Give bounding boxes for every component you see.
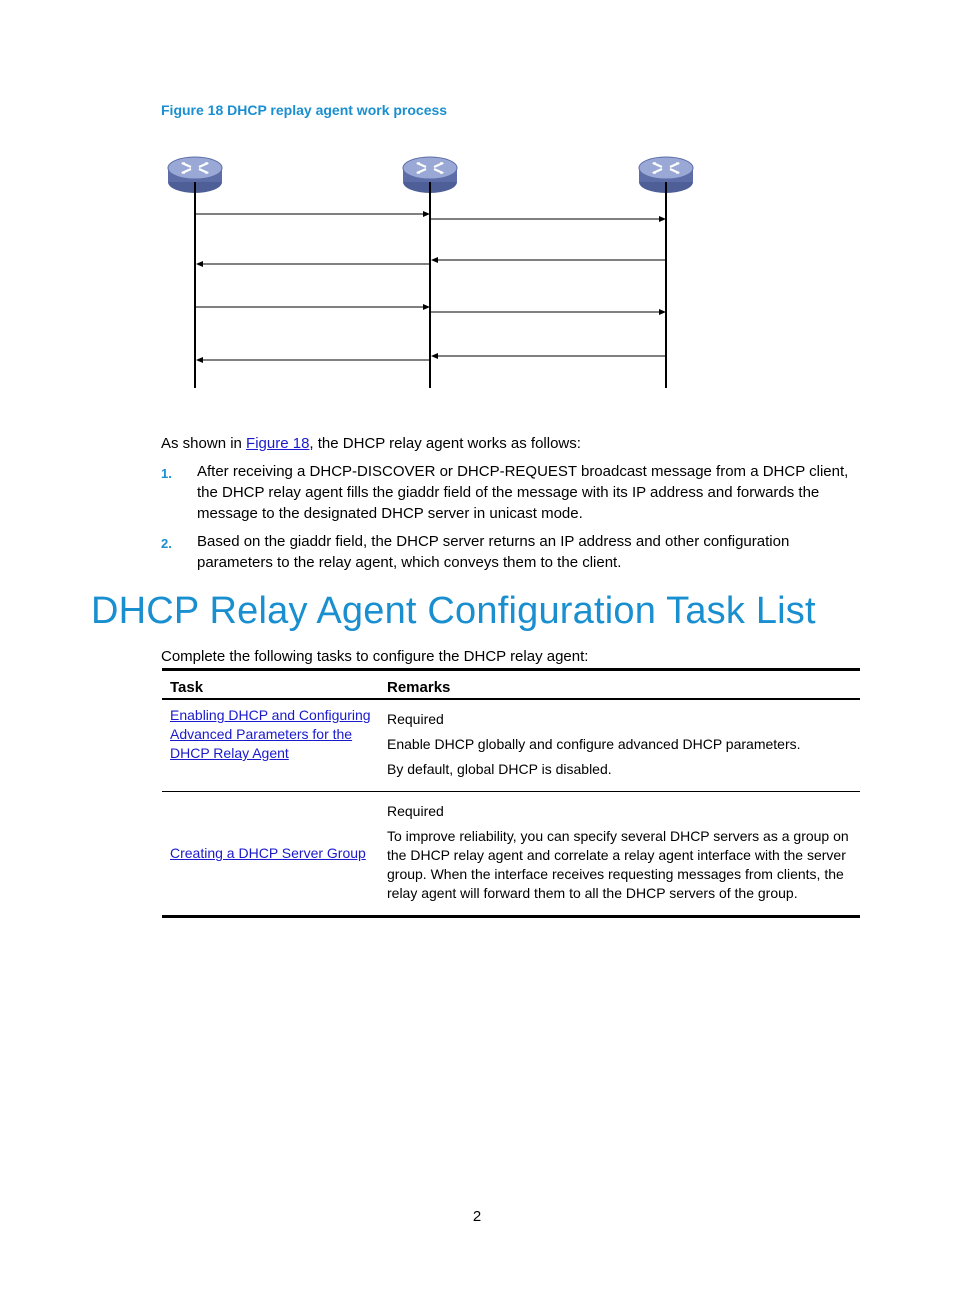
remark-text: Enable DHCP globally and configure advanced DHCP parameters. [387, 736, 801, 752]
figure-caption: Figure 18 DHCP replay agent work process [161, 102, 448, 118]
task-cell [162, 699, 379, 792]
section-title: DHCP Relay Agent Configuration Task List [91, 590, 816, 632]
task-link[interactable]: Creating a DHCP Server Group [170, 845, 366, 861]
header-remarks: Remarks [387, 679, 451, 696]
list-number: 1. [161, 466, 172, 481]
intro-suffix: , the DHCP relay agent works as follows: [309, 435, 581, 452]
figure-link[interactable]: Figure 18 [246, 435, 310, 452]
header-task: Task [170, 679, 204, 696]
remarks-cell [379, 699, 860, 792]
list-text: Based on the giaddr field, the DHCP server returns an IP address and other configuration parameters to the relay agent, which conveys them to the client. [197, 533, 790, 571]
table-header-row [162, 670, 860, 700]
list-number: 2. [161, 536, 172, 551]
table-row [162, 699, 860, 792]
task-link[interactable]: Enabling DHCP and Configuring Advanced Parameters for the DHCP Relay Agent [170, 707, 371, 761]
dhcp-relay-diagram [150, 140, 730, 400]
intro-paragraph [161, 434, 581, 454]
list-text: After receiving a DHCP-DISCOVER or DHCP-REQUEST broadcast message from a DHCP client, the DHCP relay agent fills the giaddr field of the message with its IP address and forwards the message to the designated DHCP server in unicast mode. [197, 463, 849, 522]
list-item [161, 461, 861, 527]
remark-text: To improve reliability, you can specify several DHCP servers as a group on the DHCP relay agent and correlate a relay agent interface with the server group. When the interface receives requesting messages from clients, the relay agent will forward them to all the DHCP servers of the group. [387, 828, 849, 901]
remarks-cell [379, 792, 860, 917]
task-table [162, 668, 860, 918]
table-row [162, 792, 860, 917]
remark-text: Required [387, 711, 444, 727]
remark-text: By default, global DHCP is disabled. [387, 761, 612, 777]
list-item [161, 531, 861, 575]
task-cell [162, 792, 379, 917]
intro-prefix: As shown in [161, 435, 247, 452]
table-intro: Complete the following tasks to configure the DHCP relay agent: [161, 648, 589, 665]
remark-text: Required [387, 803, 444, 819]
page-number: 2 [472, 1208, 482, 1225]
